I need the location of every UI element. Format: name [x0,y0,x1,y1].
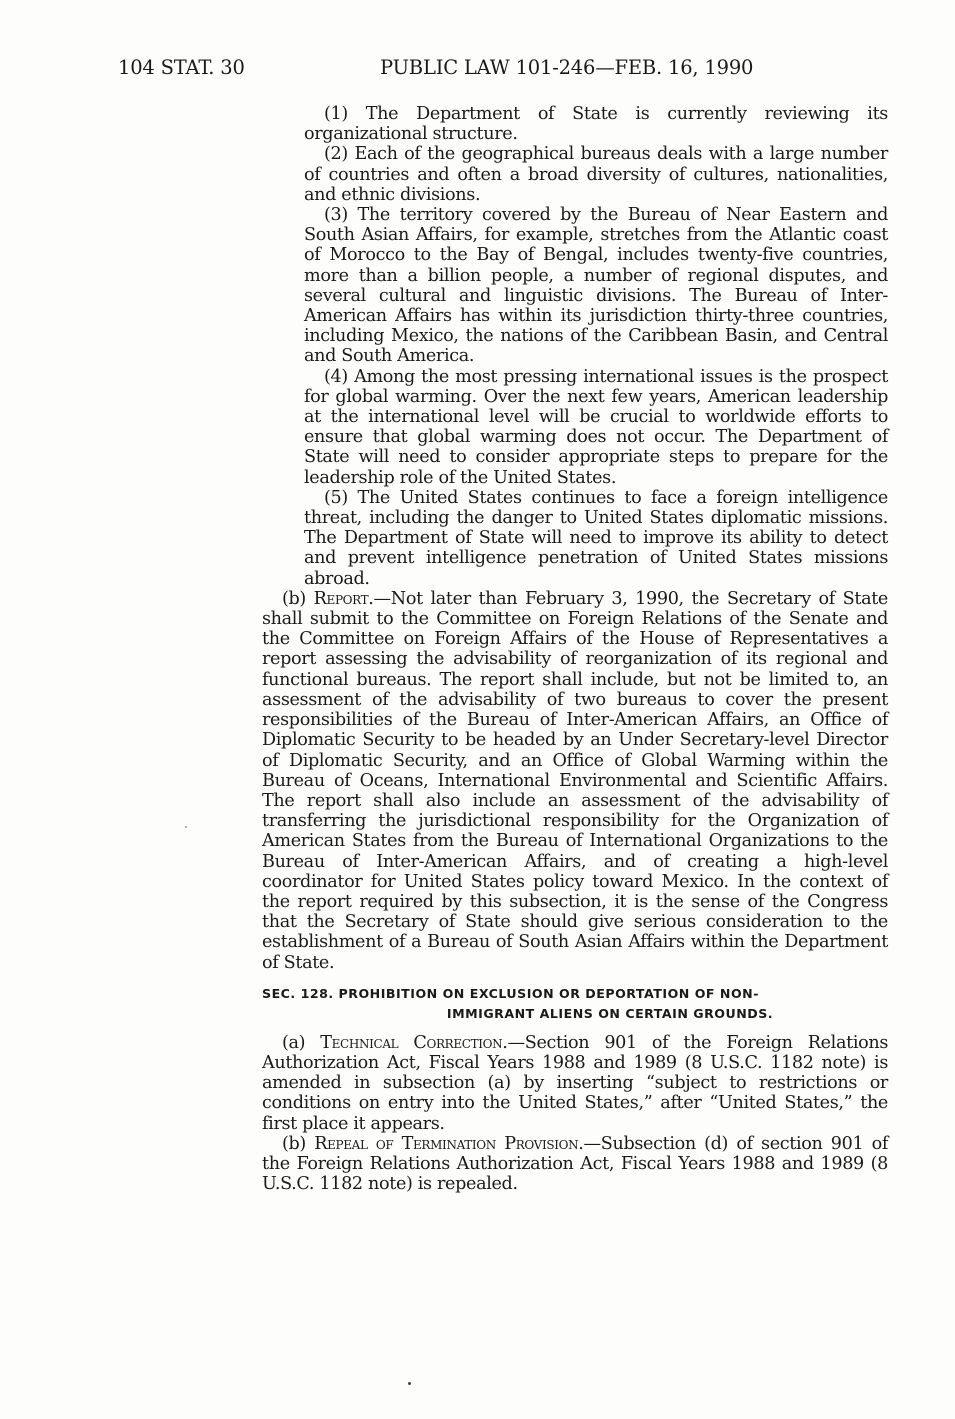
section-heading-line1: SEC. 128. PROHIBITION ON EXCLUSION OR DEPORTATION OF NON- [262,985,759,1001]
subsection-repeal [262,1134,888,1195]
repeal-label-prefix: (b) [282,1133,315,1154]
report-label-suffix: .— [368,588,391,609]
body-text [262,104,888,1194]
finding-4: (4) Among the most pressing international issues is the prospect for global warming. Over the next few years, American leadership at the international level will be crucial to worldwide efforts to ensure that global warming does not occur. The Department of State will need to consider appropriate steps to prepare for the leadership role of the United States. [304,366,888,488]
section-heading [262,984,888,1024]
technical-label-prefix: (a) [282,1032,321,1053]
section-heading-line2: IMMIGRANT ALIENS ON CERTAIN GROUNDS. [446,1005,774,1021]
finding-2: (2) Each of the geographical bureaus deals with a large number of countries and often a broad diversity of cultures, nationalities, and ethnic divisions. [304,144,888,205]
technical-text: Section 901 of the Foreign Relations Authorization Act, Fiscal Years 1988 and 1989 (8 U.S.C. 1182 note) is amended in subsection (a) by inserting “subject to restrictions or conditions on entry into the United States,” after “United States,” the first place it appears. [262,1032,888,1134]
subsection-technical-correction [262,1033,888,1134]
technical-label: Technical Correction [320,1032,503,1053]
technical-label-suffix: .— [502,1032,525,1053]
public-law-title: PUBLIC LAW 101-246—FEB. 16, 1990 [380,56,754,79]
finding-5: (5) The United States continues to face a foreign intelligence threat, including the danger to United States diplomatic missions. The Department of State will need to improve its ability to detect and prevent intelligence penetration of United States missions abroad. [304,487,888,589]
finding-1: (1) The Department of State is currently reviewing its organizational structure. [304,104,888,145]
scan-dot [408,1382,411,1385]
report-text: Not later than February 3, 1990, the Secretary of State shall submit to the Committee on Foreign Relations of the Senate and the Committee on Foreign Affairs of the House of Representatives a report assessing the advisability of reorganization of its regional and functional bureaus. The report shall include, but not be limited to, an assessment of the advisability of two bureaus to cover the present responsibilities of the Bureau of Inter-American Affairs, an Office of Diplomatic Security to be headed by an Under Secretary-level Director of Diplomatic Security, and an Office of Global Warming within the Bureau of Oceans, International Environmental and Scientific Affairs. The report shall also include an assessment of the advisability of transferring the jurisdictional responsibility for the Organization of American States from the Bureau of International Organizations to the Bureau of Inter-American Affairs, and of creating a high-level coordinator for United States policy toward Mexico. In the context of the report required by this subsection, it is the sense of the Congress that the Secretary of State should give serious consideration to the establishment of a Bureau of South Asian Affairs within the Department of State. [262,588,888,973]
report-label-prefix: (b) [282,588,314,609]
finding-3: (3) The territory covered by the Bureau of Near Eastern and South Asian Affairs, for example, stretches from the Atlantic coast of Morocco to the Bay of Bengal, includes twenty-five countries, more than a billion people, a number of regional disputes, and several cultural and linguistic divisions. The Bureau of Inter-American Affairs has within its jurisdiction thirty-three countries, including Mexico, the nations of the Caribbean Basin, and Central and South America. [304,205,888,367]
repeal-label: Repeal of Termination Provision [314,1133,579,1154]
report-label: Report [313,588,369,609]
scan-speck [185,826,187,828]
repeal-text: Subsection (d) of section 901 of the Foreign Relations Authorization Act, Fiscal Years 1988 and 1989 (8 U.S.C. 1182 note) is repealed. [262,1133,888,1195]
repeal-label-suffix: .— [578,1133,601,1154]
running-head [0,56,955,86]
subsection-report [262,589,888,973]
stat-page-number: 104 STAT. 30 [118,56,245,79]
